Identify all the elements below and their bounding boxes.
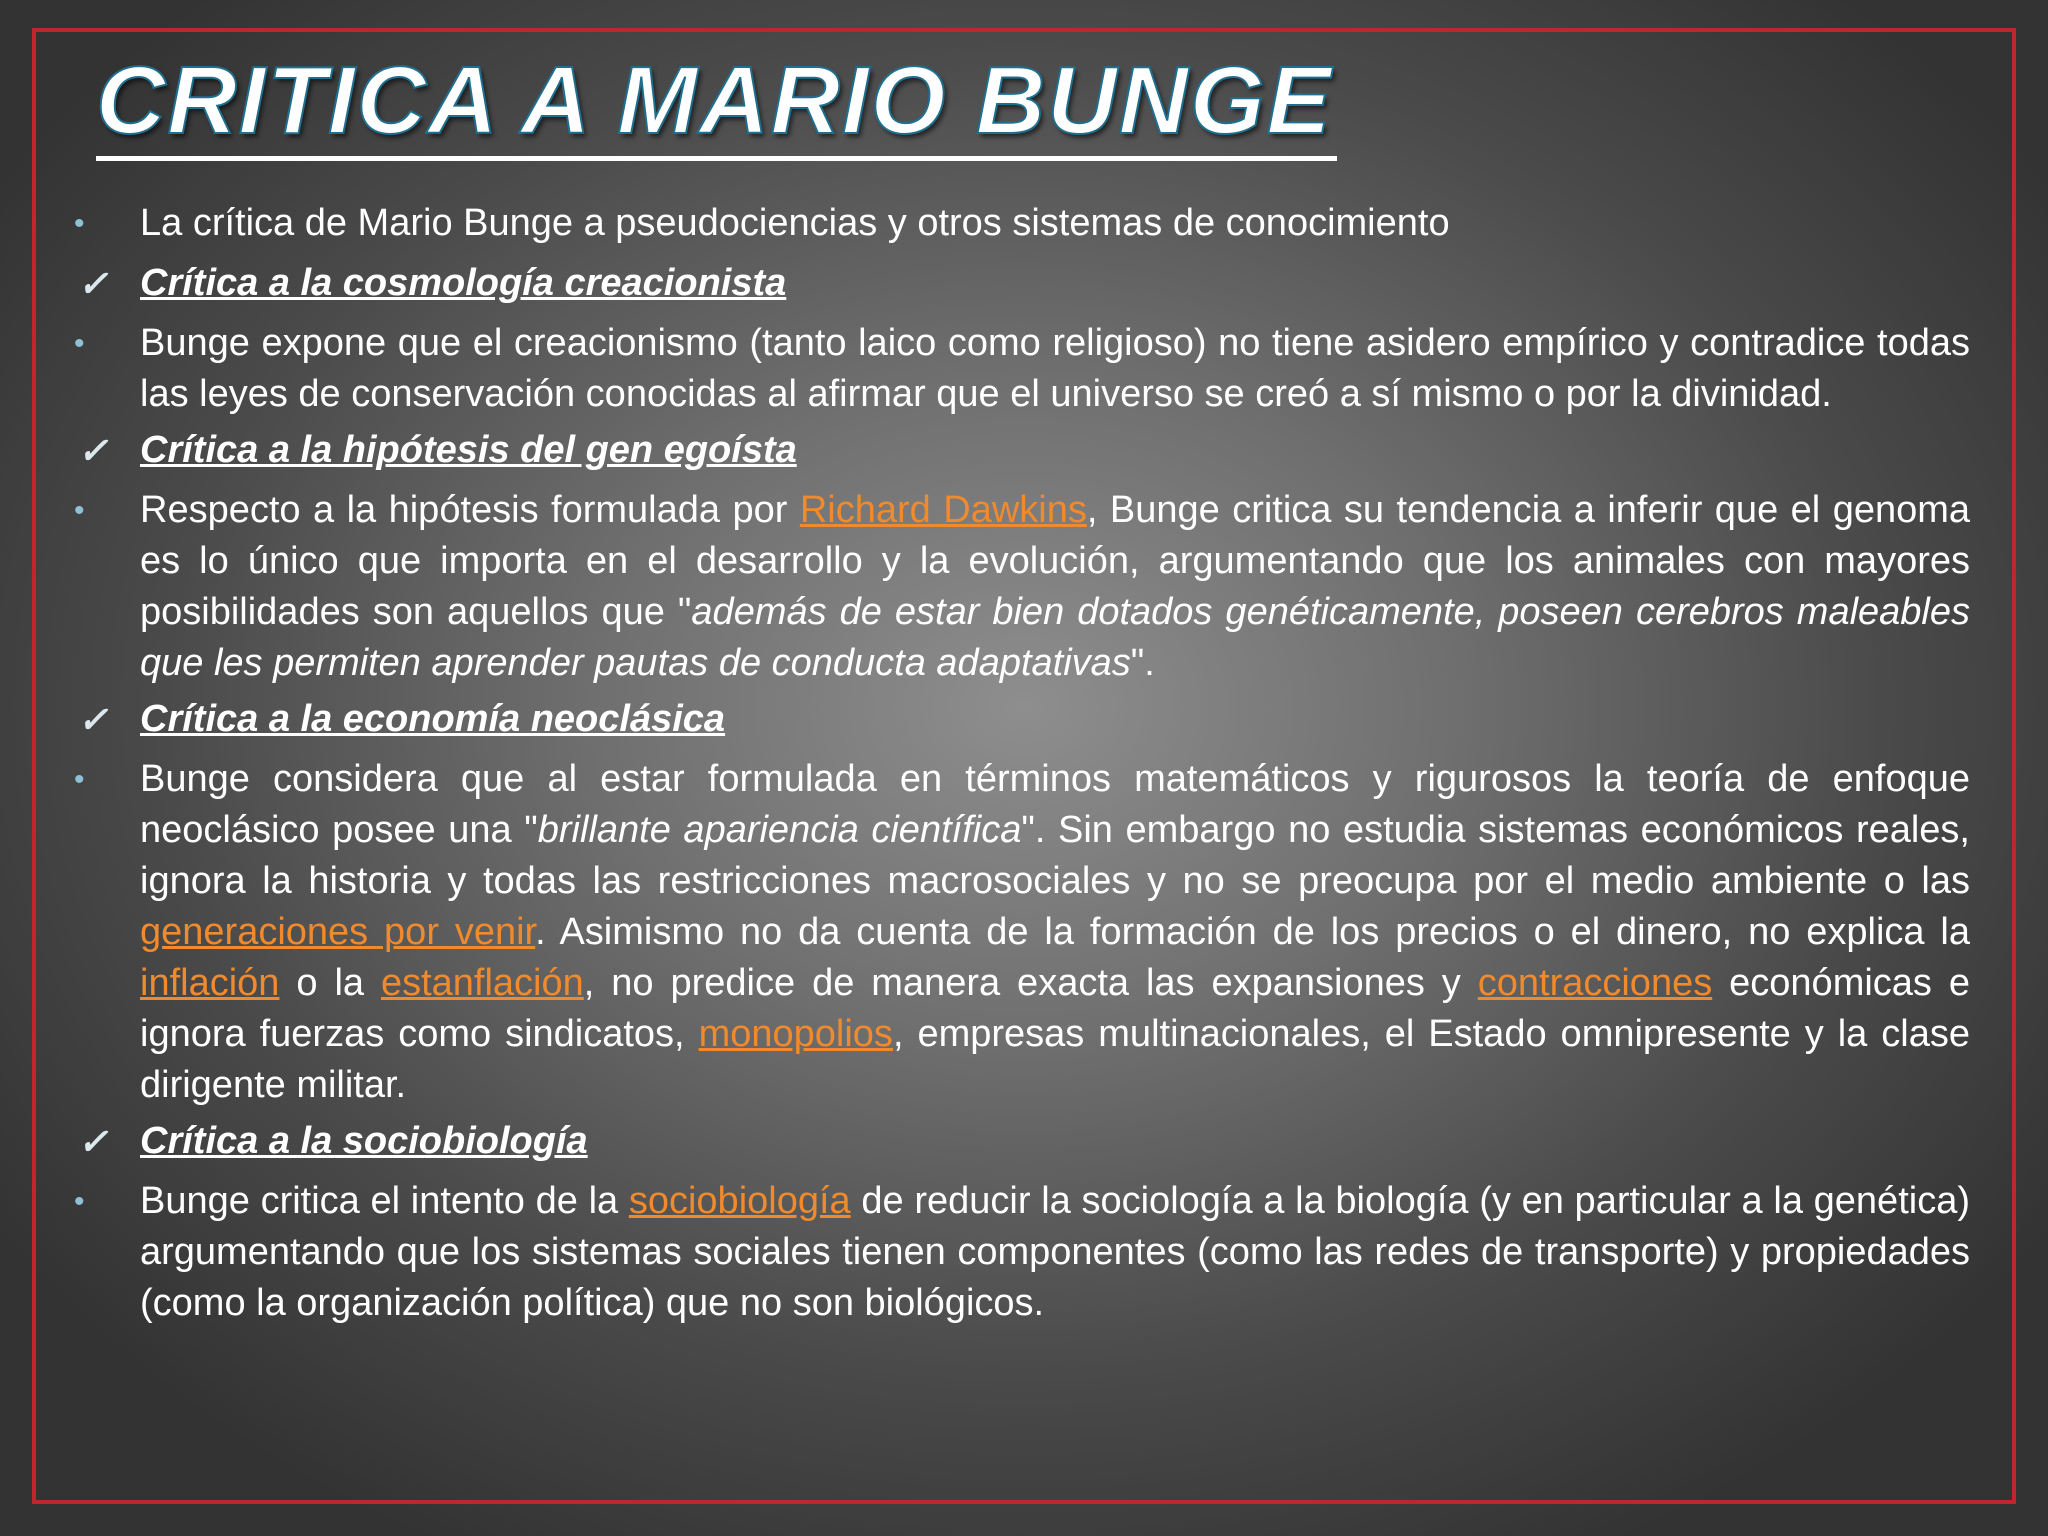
paragraph-text: ". — [1130, 642, 1155, 684]
paragraph-text: . Asimismo no da cuenta de la formación de los precios o el dinero, no explica la — [535, 911, 1970, 953]
heading-text: Crítica a la cosmología creacionista — [140, 262, 787, 304]
link-monopolios[interactable]: monopolios — [698, 1013, 893, 1055]
bullet-icon: • — [74, 494, 85, 527]
paragraph-text: económicas e ignora fuerzas como sindicatos, — [140, 962, 1971, 1055]
paragraph-text: , empresas multinacionales, el Estado omnipresente y la clase dirigente militar. — [140, 1013, 1970, 1106]
bullet-icon: • — [74, 1185, 85, 1218]
link-inflacion[interactable]: inflación — [140, 962, 280, 1004]
section-paragraph-sociobiologia — [68, 1176, 1970, 1329]
quote-text: brillante apariencia científica — [537, 809, 1022, 851]
bullet-icon: • — [74, 207, 85, 240]
paragraph-text: Bunge critica el intento de la — [140, 1180, 629, 1222]
heading-text: Crítica a la economía neoclásica — [140, 698, 726, 740]
checkmark-icon: ✓ — [78, 1121, 109, 1162]
section-heading-economia — [68, 694, 1970, 745]
paragraph-text: o la — [279, 962, 381, 1004]
paragraph-text: de reducir la sociología a la biología (y en particular a la genética) argumentando que los sistemas sociales tienen componentes (como las redes de transporte) y propiedades (como la organización política) que no son biológicos. — [140, 1180, 1970, 1324]
paragraph-text: , no predice de manera exacta las expansiones y — [583, 962, 1478, 1004]
slide-title: CRITICA A MARIO BUNGE — [96, 46, 1337, 161]
link-generaciones-por-venir[interactable]: generaciones por venir — [140, 911, 536, 953]
checkmark-icon: ✓ — [78, 699, 109, 740]
intro-item — [68, 198, 1970, 249]
slide-content — [68, 198, 1970, 1334]
section-paragraph-gen-egoista — [68, 485, 1970, 689]
heading-text: Crítica a la hipótesis del gen egoísta — [140, 429, 797, 471]
bullet-icon: • — [74, 327, 85, 360]
paragraph-text: , Bunge critica su tendencia a inferir que el genoma es lo único que importa en el desarrollo y la evolución, argumentando que los animales con mayores posibilidades son aquellos que " — [140, 489, 1971, 633]
heading-text: Crítica a la sociobiología — [140, 1120, 588, 1162]
quote-text: además de estar bien dotados genéticamente, poseen cerebros maleables que les permiten aprender pautas de conducta adaptativas — [140, 591, 1970, 684]
paragraph-text: ". Sin embargo no estudia sistemas económicos reales, ignora la historia y todas las restricciones macrosociales y no se preocupa por el medio ambiente o las — [140, 809, 1970, 902]
bullet-icon: • — [74, 763, 85, 796]
intro-text: La crítica de Mario Bunge a pseudociencias y otros sistemas de conocimiento — [140, 202, 1450, 244]
paragraph-text: Bunge expone que el creacionismo (tanto laico como religioso) no tiene asidero empírico y contradice todas las leyes de conservación conocidas al afirmar que el universo se creó a sí mismo o por la divinidad. — [140, 322, 1970, 415]
link-contracciones[interactable]: contracciones — [1477, 962, 1713, 1004]
paragraph-text: Bunge considera que al estar formulada en términos matemáticos y rigurosos la teoría de enfoque neoclásico posee una " — [140, 758, 1970, 851]
section-heading-gen-egoista — [68, 425, 1970, 476]
paragraph-text: Respecto a la hipótesis formulada por — [140, 489, 800, 531]
checkmark-icon: ✓ — [78, 263, 109, 304]
link-sociobiologia[interactable]: sociobiología — [628, 1180, 851, 1222]
link-estanflacion[interactable]: estanflación — [380, 962, 584, 1004]
section-paragraph-economia — [68, 754, 1970, 1111]
link-richard-dawkins[interactable]: Richard Dawkins — [799, 489, 1087, 531]
checkmark-icon: ✓ — [78, 430, 109, 471]
section-heading-sociobiologia — [68, 1116, 1970, 1167]
section-paragraph-creacionismo — [68, 318, 1970, 420]
section-heading-creacionismo — [68, 258, 1970, 309]
